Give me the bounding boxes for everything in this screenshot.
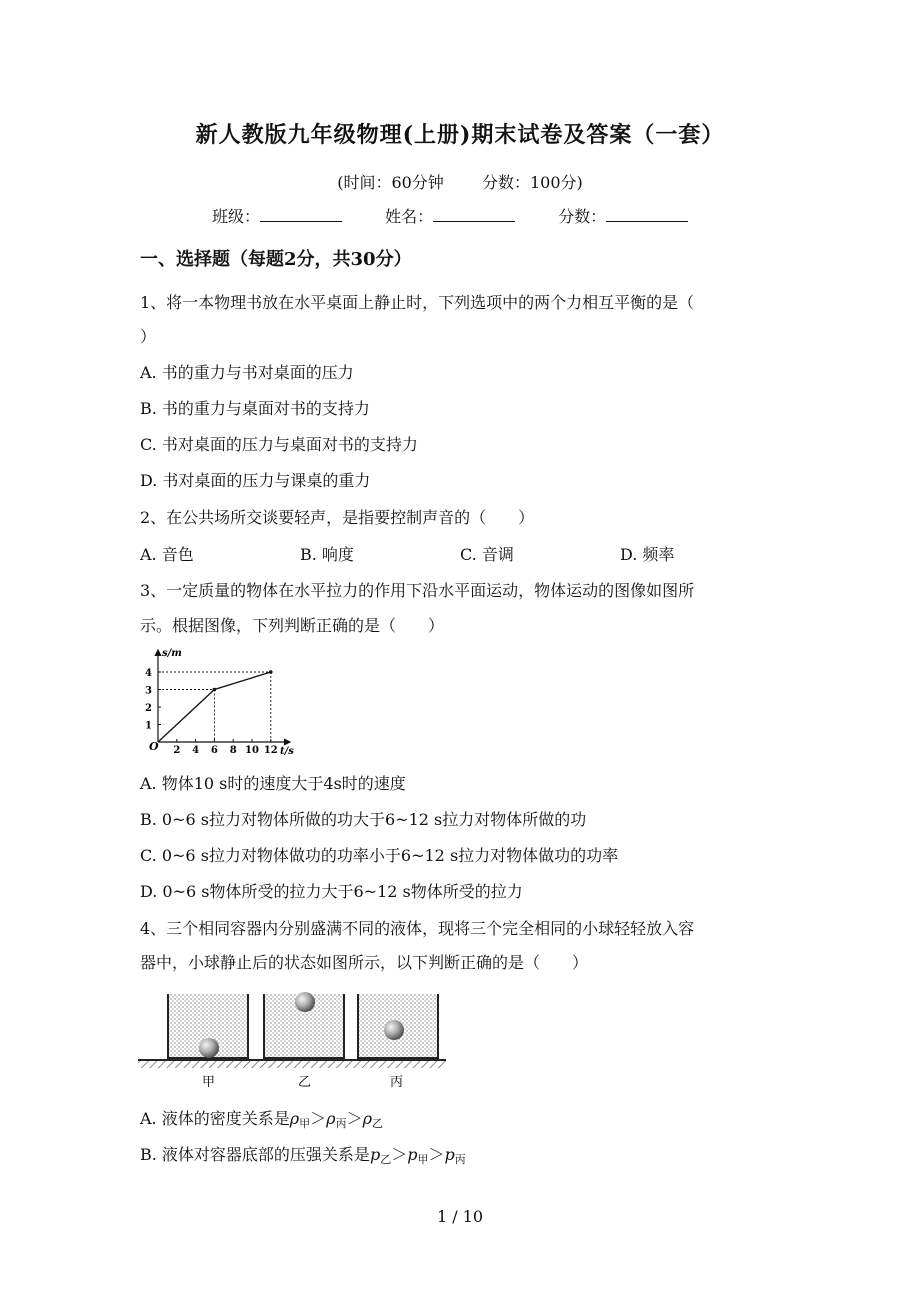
subscript: 甲 [299,1117,311,1130]
gt-symbol: ＞ [428,1145,445,1164]
gt-symbol: ＞ [391,1145,408,1164]
rho-symbol: ρ [326,1109,336,1128]
class-blank[interactable] [260,207,342,222]
y-tick-label: 4 [145,668,152,679]
label-jia: 甲 [202,1075,216,1090]
q3-stem-line2: 示。根据图像，下列判断正确的是（ ） [140,616,445,635]
label-bing: 丙 [390,1075,404,1090]
exam-total-score: 分数：100分) [482,173,583,192]
q2-stem: 2、在公共场所交谈要轻声，是指要控制声音的（ ） [140,508,535,527]
q4-stem-line1: 4、三个相同容器内分别盛满不同的液体，现将三个完全相同的小球轻轻放入容 [140,919,695,938]
x-tick-label: 2 [173,745,181,756]
q2-option-c: C. 音调 [460,545,514,564]
p-symbol: p [369,1145,381,1164]
q3-option-b: B. 0~6 s拉力对物体所做的功大于6~12 s拉力对物体所做的功 [140,810,587,829]
label-yi: 乙 [298,1075,312,1090]
score-blank[interactable] [606,207,688,222]
q3-option-c: C. 0~6 s拉力对物体做功的功率小于6~12 s拉力对物体做功的功率 [140,846,619,865]
section-heading: 一、选择题（每题2分，共30分） [140,249,412,270]
x-axis-label: t/s [280,746,294,757]
y-tick-label: 3 [145,685,152,697]
containers-figure [138,986,450,1094]
page-number: 1 / 10 [436,1207,484,1226]
q3-option-a: A. 物体10 s时的速度大于4s时的速度 [140,774,406,793]
student-info [212,204,726,227]
data-point [213,688,217,692]
score-label: 分数： [558,207,607,226]
exam-time: (时间：60分钟 [337,173,444,192]
x-tick-label: 8 [229,745,237,756]
q1-option-b: B. 书的重力与桌面对书的支持力 [140,399,370,418]
q4-option-a-text: A. 液体的密度关系是 [140,1109,290,1128]
ground-hatch [138,1061,446,1068]
class-label: 班级： [212,207,261,226]
q2-option-d: D. 频率 [620,545,675,564]
page-title: 新人教版九年级物理(上册)期末试卷及答案（一套） [195,122,725,148]
q1-option-c: C. 书对桌面的压力与桌面对书的支持力 [140,435,418,454]
ball-jia [199,1038,219,1058]
gt-symbol: ＞ [310,1109,327,1128]
q4-option-a [140,1106,383,1131]
name-label: 姓名： [385,207,434,226]
q1-option-d: D. 书对桌面的压力与课桌的重力 [140,471,371,490]
rho-symbol: ρ [289,1109,300,1128]
origin-label: O [149,740,159,753]
rho-symbol: ρ [362,1109,372,1128]
p-symbol: p [444,1145,455,1164]
q4-option-b-text: B. 液体对容器底部的压强关系是 [140,1145,370,1164]
q4-stem-line2: 器中，小球静止后的状态如图所示，以下判断正确的是（ ） [140,953,589,972]
subscript: 乙 [371,1117,383,1130]
name-blank[interactable] [433,207,515,222]
subscript: 乙 [380,1153,392,1166]
data-point [269,670,273,674]
q4-option-b [140,1142,466,1167]
subscript: 甲 [417,1153,429,1166]
q1-stem-line1: 1、将一本物理书放在水平桌面上静止时，下列选项中的两个力相互平衡的是（ [140,293,695,312]
x-tick-label: 10 [245,745,259,756]
exam-meta [0,170,920,193]
subscript: 丙 [454,1153,466,1166]
q2-options [140,542,674,565]
ball-bing [384,1020,404,1040]
q3-option-d: D. 0~6 s物体所受的拉力大于6~12 s物体所受的拉力 [140,882,523,901]
q1-stem-line2: ） [140,327,157,346]
subscript: 丙 [335,1117,347,1130]
x-tick-label: 6 [210,745,218,756]
q1-option-a: A. 书的重力与书对桌面的压力 [140,363,354,382]
p-symbol: p [407,1145,418,1164]
x-tick-label: 4 [192,745,200,756]
x-tick-label: 12 [263,745,278,756]
q2-option-a: A. 音色 [140,545,194,564]
ball-yi [295,992,315,1012]
gt-symbol: ＞ [346,1109,363,1128]
q2-option-b: B. 响度 [300,545,354,564]
y-axis-label: s/m [162,648,182,659]
y-tick-label: 1 [145,720,152,732]
s-t-graph [140,646,300,758]
y-tick-label: 2 [145,703,152,714]
q3-stem-line1: 3、一定质量的物体在水平拉力的作用下沿水平面运动，物体运动的图像如图所 [140,581,695,600]
